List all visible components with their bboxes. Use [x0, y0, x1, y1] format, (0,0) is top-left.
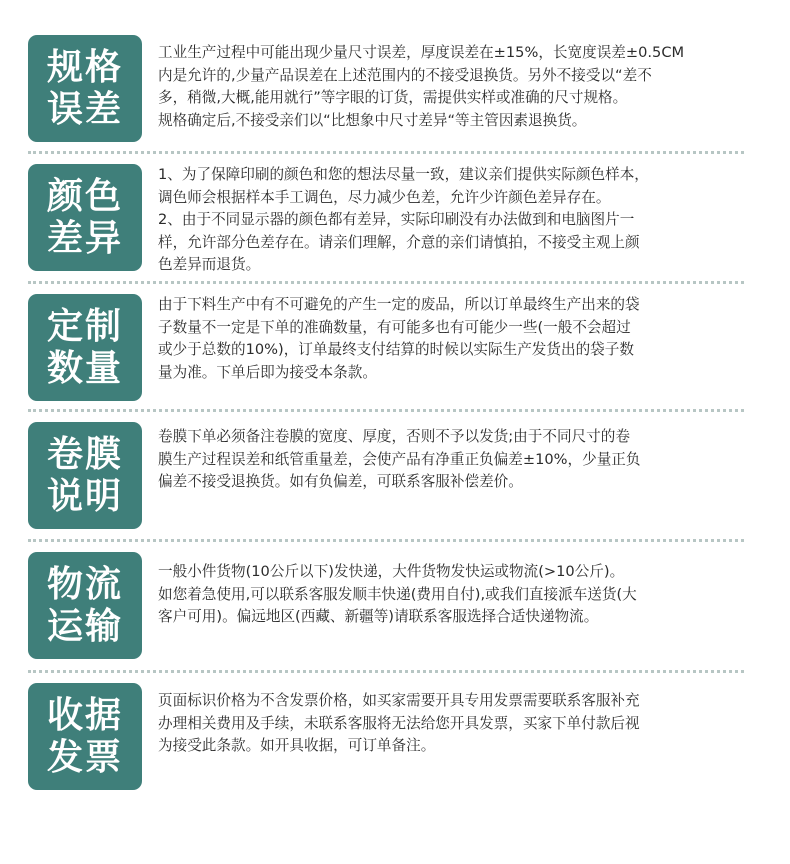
section-badge	[28, 294, 142, 401]
description-line: 办理相关费用及手续，未联系客服将无法给您开具发票，买家下单付款后视	[158, 714, 640, 732]
badge-title-line: 规格	[46, 46, 123, 88]
description-line: 一般小件货物(10公斤以下)发快递，大件货物发快运或物流(>10公斤)。	[158, 563, 625, 580]
description-line: 2、由于不同显示器的颜色都有差异，实际印刷没有办法做到和电脑图片一	[158, 211, 635, 228]
description-line: 规格确定后,不接受亲们以“比想象中尺寸差异“等主管因素退换货。	[158, 111, 587, 129]
dotted-divider	[28, 539, 744, 542]
badge-title-line: 数量	[46, 347, 123, 389]
description-line: 如您着急使用,可以联系客服发顺丰快递(费用自付),或我们直接派车送货(大	[158, 585, 637, 603]
section-badge	[28, 422, 142, 529]
badge-title-line: 说明	[46, 475, 123, 517]
badge-title-line: 收据	[46, 694, 123, 736]
badge-title-line: 差异	[46, 217, 123, 259]
section-description	[158, 42, 770, 132]
description-line: 偏差不接受退换货。如有负偏差，可联系客服补偿差价。	[158, 473, 523, 490]
section-description	[158, 294, 770, 384]
badge-title-line: 运输	[46, 605, 123, 647]
description-line: 卷膜下单必须备注卷膜的宽度、厚度，否则不予以发货;由于不同尺寸的卷	[158, 428, 630, 445]
section-badge	[28, 683, 142, 790]
description-line: 量为准。下单后即为接受本条款。	[158, 363, 377, 381]
section-badge	[28, 164, 142, 271]
badge-title-line: 误差	[46, 88, 123, 130]
badge-title-line: 定制	[46, 305, 123, 347]
section-description	[158, 426, 770, 494]
description-line: 子数量不一定是下单的准确数量，有可能多也有可能少一些(一般不会超过	[158, 318, 631, 336]
section-description	[158, 164, 770, 277]
dotted-divider	[28, 409, 744, 412]
description-line: 为接受此条款。如开具收据，可订单备注。	[158, 737, 436, 754]
description-line: 客户可用)。偏远地区(西藏、新疆等)请联系客服选择合适快递物流。	[158, 608, 599, 625]
dotted-divider	[28, 151, 744, 154]
description-line: 1、为了保障印刷的颜色和您的想法尽量一致，建议亲们提供实际颜色样本，	[158, 166, 649, 183]
description-line: 调色师会根据样本手工调色，尽力减少色差，允许少许颜色差异存在。	[158, 188, 611, 206]
badge-title-line: 物流	[46, 563, 123, 605]
description-line: 页面标识价格为不含发票价格，如买家需要开具专用发票需要联系客服补充	[158, 692, 640, 709]
badge-title-line: 颜色	[46, 175, 123, 217]
badge-title-line: 发票	[46, 736, 123, 778]
description-line: 样，允许部分色差存在。请亲们理解，介意的亲们请慎拍，不接受主观上颜	[158, 233, 640, 251]
description-line: 多，稍微,大概,能用就行”等字眼的订货，需提供实样或准确的尺寸规格。	[158, 89, 628, 106]
description-line: 色差异而退货。	[158, 256, 261, 273]
description-line: 膜生产过程误差和纸管重量差，会使产品有净重正负偏差±10%，少量正负	[158, 450, 641, 468]
description-line: 或少于总数的10%)，订单最终支付结算的时候以实际生产发货出的袋子数	[158, 341, 634, 358]
section-badge	[28, 35, 142, 142]
dotted-divider	[28, 281, 744, 284]
section-description	[158, 690, 770, 758]
description-line: 由于下料生产中有不可避免的产生一定的废品，所以订单最终生产出来的袋	[158, 296, 640, 313]
section-badge	[28, 552, 142, 659]
description-line: 内是允许的,少量产品误差在上述范围内的不接受退换货。另外不接受以“差不	[158, 66, 652, 84]
dotted-divider	[28, 670, 744, 673]
badge-title-line: 卷膜	[46, 433, 123, 475]
description-line: 工业生产过程中可能出现少量尺寸误差，厚度误差在±15%，长宽度误差±0.5CM	[158, 44, 685, 61]
section-description	[158, 561, 770, 629]
